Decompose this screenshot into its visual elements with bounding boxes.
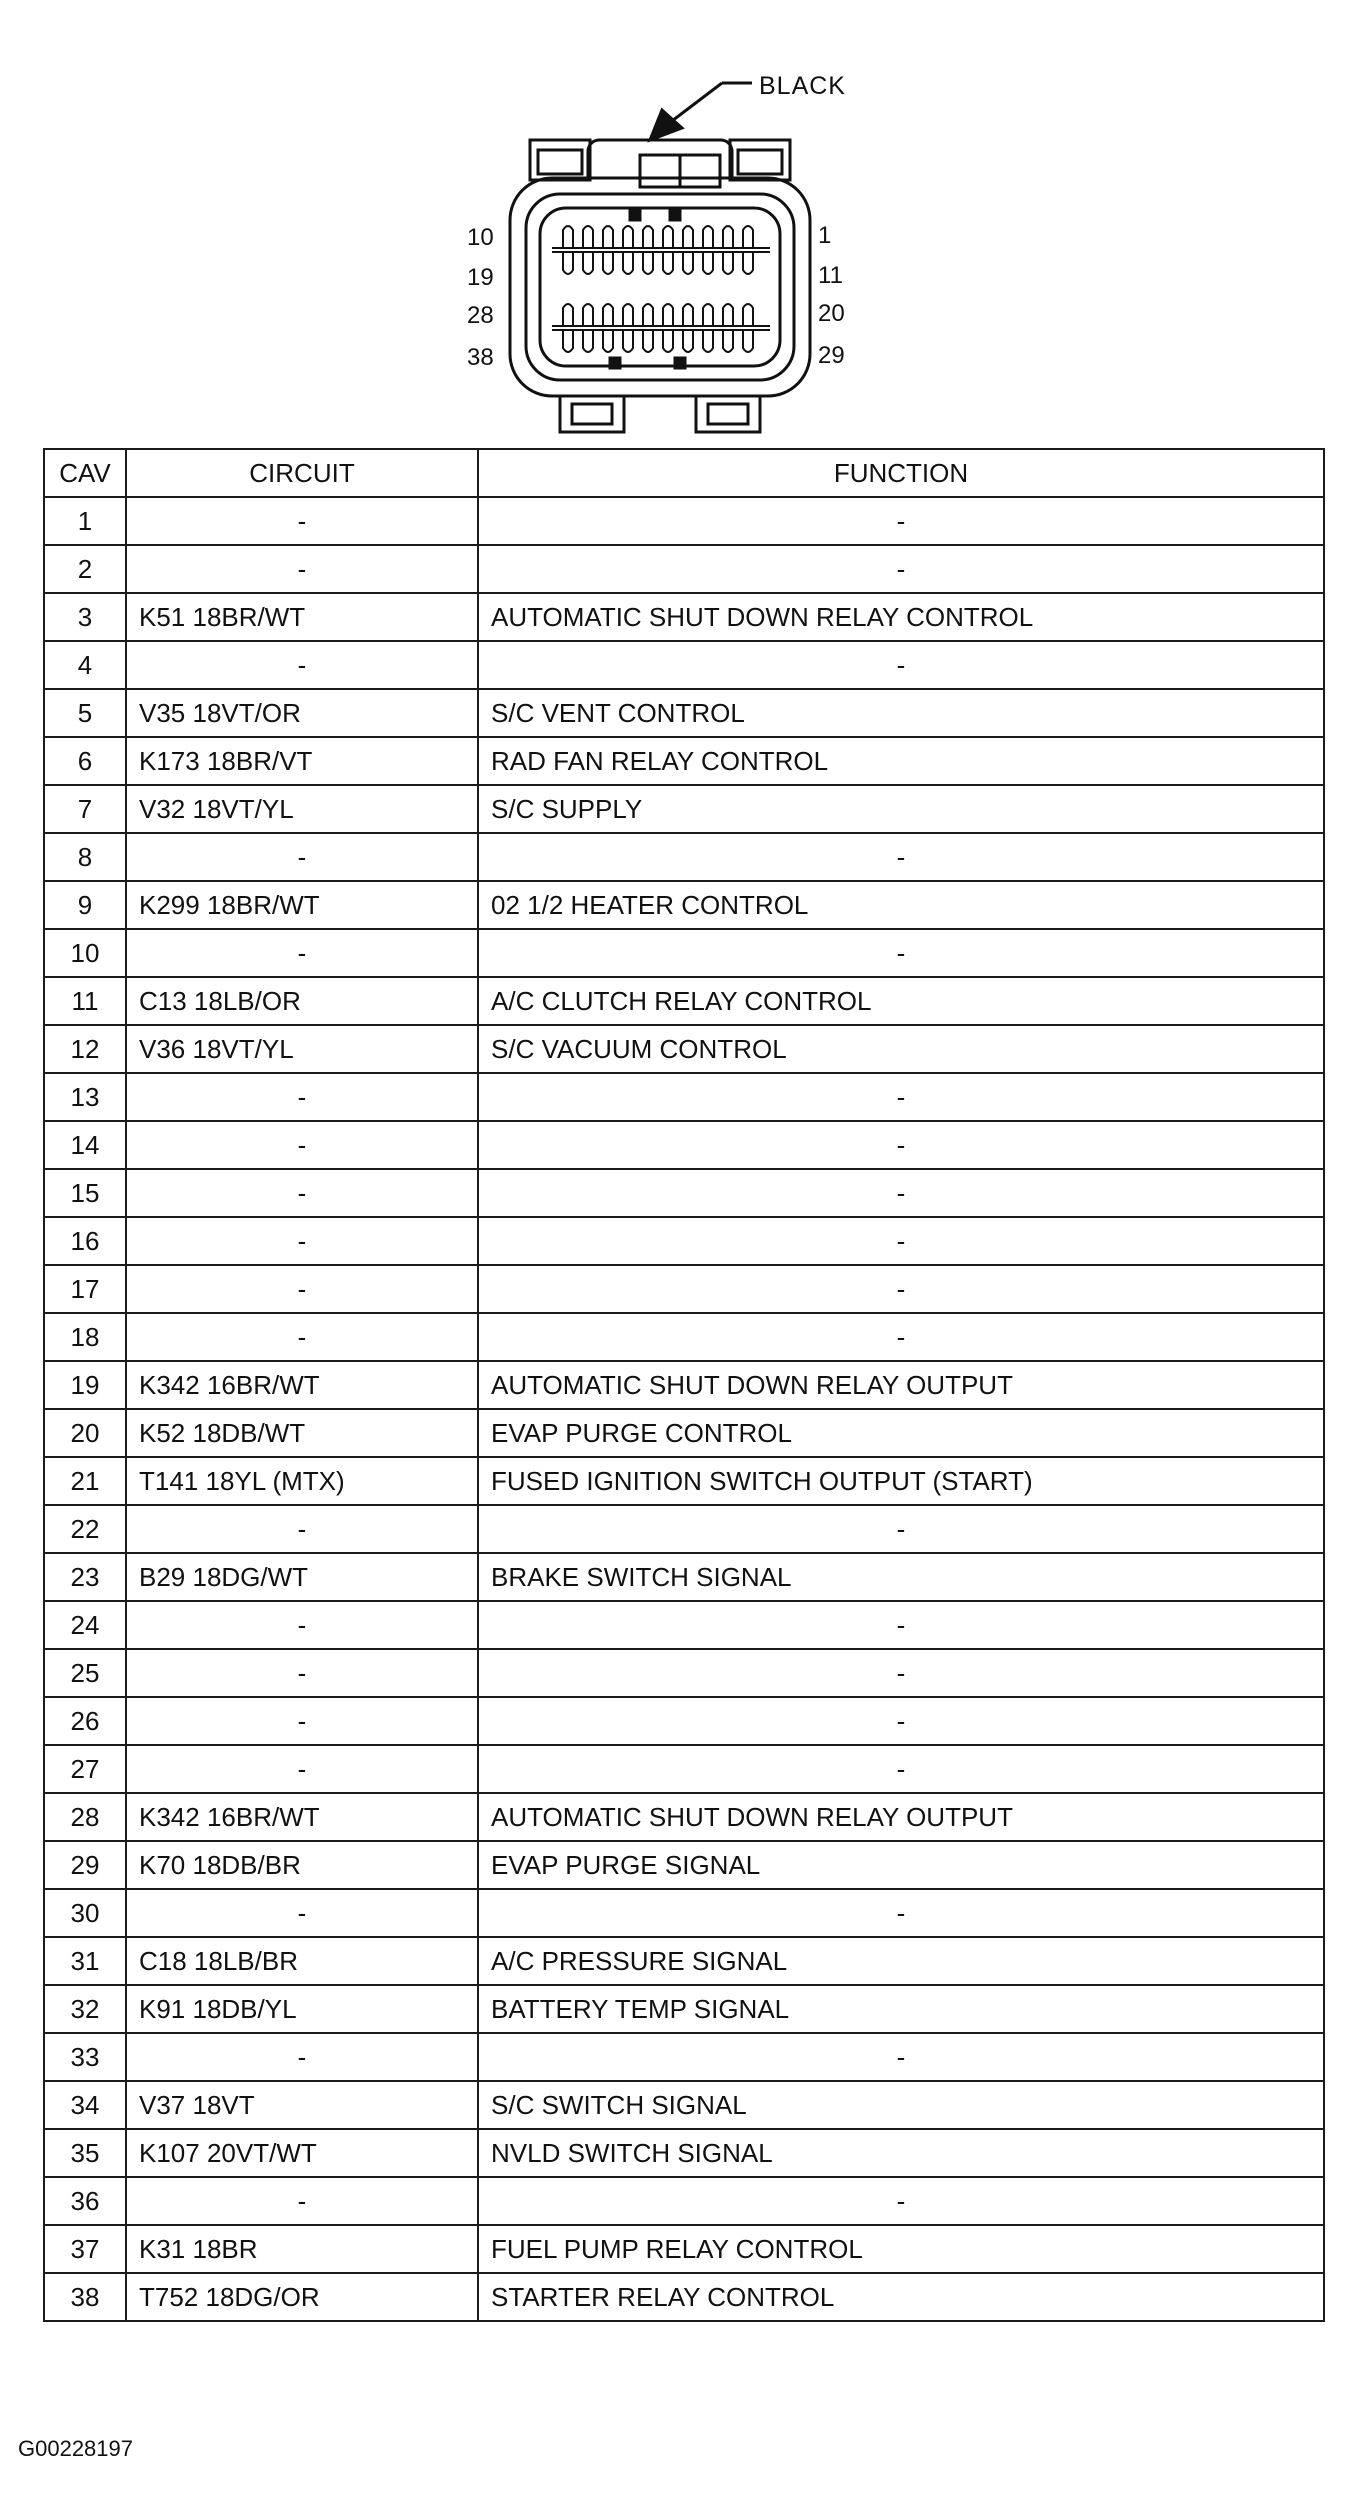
pin-cavity bbox=[703, 226, 713, 248]
cell-function: EVAP PURGE CONTROL bbox=[478, 1409, 1324, 1457]
pin-label-left-2: 19 bbox=[467, 264, 494, 291]
table-row bbox=[44, 1217, 1324, 1265]
cell-cav: 2 bbox=[44, 545, 126, 593]
cell-cav: 18 bbox=[44, 1313, 126, 1361]
cell-cav: 3 bbox=[44, 593, 126, 641]
table-row bbox=[44, 1313, 1324, 1361]
bottom-latch bbox=[560, 396, 760, 432]
cell-function: - bbox=[478, 929, 1324, 977]
pin-cavity bbox=[723, 226, 733, 248]
pin-cavity bbox=[743, 304, 753, 326]
cell-cav: 35 bbox=[44, 2129, 126, 2177]
cell-circuit: - bbox=[126, 1073, 478, 1121]
table-row bbox=[44, 785, 1324, 833]
cell-function: - bbox=[478, 1265, 1324, 1313]
pin-label-left-4: 38 bbox=[467, 344, 494, 371]
cell-cav: 5 bbox=[44, 689, 126, 737]
cell-circuit: K70 18DB/BR bbox=[126, 1841, 478, 1889]
cell-cav: 16 bbox=[44, 1217, 126, 1265]
cell-circuit: - bbox=[126, 545, 478, 593]
cell-cav: 11 bbox=[44, 977, 126, 1025]
table-row bbox=[44, 593, 1324, 641]
color-callout-arrow bbox=[650, 83, 752, 140]
table-row bbox=[44, 1457, 1324, 1505]
pin-cavity bbox=[583, 304, 593, 326]
table-header-row bbox=[44, 449, 1324, 497]
table-row bbox=[44, 1553, 1324, 1601]
table-row bbox=[44, 2129, 1324, 2177]
cell-cav: 22 bbox=[44, 1505, 126, 1553]
cell-cav: 29 bbox=[44, 1841, 126, 1889]
pin-cavity bbox=[603, 226, 613, 248]
connector-face-diagram bbox=[0, 0, 1357, 440]
cell-function: S/C SUPPLY bbox=[478, 785, 1324, 833]
pin-cavity bbox=[563, 304, 573, 326]
pin-cavity bbox=[643, 304, 653, 326]
table-row bbox=[44, 2177, 1324, 2225]
cell-cav: 23 bbox=[44, 1553, 126, 1601]
cell-circuit: K342 16BR/WT bbox=[126, 1361, 478, 1409]
cell-circuit: K51 18BR/WT bbox=[126, 593, 478, 641]
cell-function: - bbox=[478, 545, 1324, 593]
cell-function: AUTOMATIC SHUT DOWN RELAY OUTPUT bbox=[478, 1793, 1324, 1841]
cell-cav: 34 bbox=[44, 2081, 126, 2129]
table-row bbox=[44, 1601, 1324, 1649]
table-row bbox=[44, 1025, 1324, 1073]
table-row bbox=[44, 2225, 1324, 2273]
table-row bbox=[44, 929, 1324, 977]
pin-cavities bbox=[552, 226, 770, 352]
pin-cavity bbox=[583, 330, 593, 352]
cell-function: NVLD SWITCH SIGNAL bbox=[478, 2129, 1324, 2177]
cell-cav: 19 bbox=[44, 1361, 126, 1409]
pin-cavity bbox=[723, 304, 733, 326]
cell-circuit: - bbox=[126, 1217, 478, 1265]
cell-cav: 13 bbox=[44, 1073, 126, 1121]
cell-function: - bbox=[478, 1889, 1324, 1937]
cell-function: A/C CLUTCH RELAY CONTROL bbox=[478, 977, 1324, 1025]
cell-circuit: V37 18VT bbox=[126, 2081, 478, 2129]
cell-cav: 24 bbox=[44, 1601, 126, 1649]
table-row bbox=[44, 1841, 1324, 1889]
pin-cavity bbox=[663, 330, 673, 352]
table-row bbox=[44, 1697, 1324, 1745]
pin-cavity bbox=[603, 304, 613, 326]
pin-cavity bbox=[623, 226, 633, 248]
cell-circuit: K31 18BR bbox=[126, 2225, 478, 2273]
table-row bbox=[44, 1073, 1324, 1121]
pin-cavity bbox=[743, 252, 753, 274]
cell-cav: 14 bbox=[44, 1121, 126, 1169]
cell-function: FUSED IGNITION SWITCH OUTPUT (START) bbox=[478, 1457, 1324, 1505]
table-row bbox=[44, 689, 1324, 737]
table-row bbox=[44, 1985, 1324, 2033]
pin-cavity bbox=[663, 226, 673, 248]
cell-cav: 25 bbox=[44, 1649, 126, 1697]
pin-cavity bbox=[683, 330, 693, 352]
table-row bbox=[44, 2081, 1324, 2129]
pin-cavity bbox=[563, 252, 573, 274]
cell-cav: 20 bbox=[44, 1409, 126, 1457]
cell-circuit: - bbox=[126, 1649, 478, 1697]
pin-cavity bbox=[583, 226, 593, 248]
pin-cavity bbox=[563, 330, 573, 352]
cell-function: - bbox=[478, 1073, 1324, 1121]
cell-function: STARTER RELAY CONTROL bbox=[478, 2273, 1324, 2321]
cell-cav: 38 bbox=[44, 2273, 126, 2321]
cell-circuit: C13 18LB/OR bbox=[126, 977, 478, 1025]
cell-function: - bbox=[478, 641, 1324, 689]
pin-cavity bbox=[643, 226, 653, 248]
table-row bbox=[44, 1361, 1324, 1409]
cell-cav: 12 bbox=[44, 1025, 126, 1073]
pin-label-right-2: 11 bbox=[818, 262, 843, 289]
column-header-cav: CAV bbox=[44, 449, 126, 497]
cell-function: EVAP PURGE SIGNAL bbox=[478, 1841, 1324, 1889]
cell-function: - bbox=[478, 833, 1324, 881]
table-row bbox=[44, 1937, 1324, 1985]
pin-cavity bbox=[583, 252, 593, 274]
cell-function: - bbox=[478, 497, 1324, 545]
cell-cav: 9 bbox=[44, 881, 126, 929]
pin-cavity bbox=[703, 330, 713, 352]
cell-circuit: V32 18VT/YL bbox=[126, 785, 478, 833]
pin-cavity bbox=[723, 330, 733, 352]
pinout-table-body bbox=[44, 497, 1324, 2321]
cell-circuit: K342 16BR/WT bbox=[126, 1793, 478, 1841]
cell-function: - bbox=[478, 1217, 1324, 1265]
cell-function: - bbox=[478, 1697, 1324, 1745]
cell-circuit: T752 18DG/OR bbox=[126, 2273, 478, 2321]
cell-function: - bbox=[478, 1169, 1324, 1217]
pin-label-right-1: 1 bbox=[818, 222, 832, 249]
cell-circuit: C18 18LB/BR bbox=[126, 1937, 478, 1985]
cell-circuit: - bbox=[126, 929, 478, 977]
cell-circuit: B29 18DG/WT bbox=[126, 1553, 478, 1601]
pin-cavity bbox=[683, 252, 693, 274]
pin-cavity bbox=[643, 330, 653, 352]
cell-circuit: K107 20VT/WT bbox=[126, 2129, 478, 2177]
table-row bbox=[44, 1889, 1324, 1937]
cell-function: BRAKE SWITCH SIGNAL bbox=[478, 1553, 1324, 1601]
cell-function: 02 1/2 HEATER CONTROL bbox=[478, 881, 1324, 929]
pin-cavity bbox=[703, 304, 713, 326]
cell-circuit: - bbox=[126, 833, 478, 881]
pin-cavity bbox=[663, 304, 673, 326]
cell-circuit: K299 18BR/WT bbox=[126, 881, 478, 929]
table-row bbox=[44, 2273, 1324, 2321]
cell-cav: 26 bbox=[44, 1697, 126, 1745]
cell-circuit: - bbox=[126, 1697, 478, 1745]
column-header-function: FUNCTION bbox=[478, 449, 1324, 497]
table-row bbox=[44, 1169, 1324, 1217]
table-row bbox=[44, 881, 1324, 929]
table-row bbox=[44, 1121, 1324, 1169]
cell-circuit: K91 18DB/YL bbox=[126, 1985, 478, 2033]
cell-circuit: K52 18DB/WT bbox=[126, 1409, 478, 1457]
cell-cav: 37 bbox=[44, 2225, 126, 2273]
table-row bbox=[44, 1793, 1324, 1841]
table-row bbox=[44, 641, 1324, 689]
cell-circuit: - bbox=[126, 1745, 478, 1793]
cell-function: - bbox=[478, 2177, 1324, 2225]
cell-function: RAD FAN RELAY CONTROL bbox=[478, 737, 1324, 785]
cell-cav: 6 bbox=[44, 737, 126, 785]
pin-cavity bbox=[683, 304, 693, 326]
cell-circuit: - bbox=[126, 1121, 478, 1169]
cell-cav: 7 bbox=[44, 785, 126, 833]
table-row bbox=[44, 1409, 1324, 1457]
table-row bbox=[44, 833, 1324, 881]
cell-function: - bbox=[478, 1121, 1324, 1169]
cell-cav: 32 bbox=[44, 1985, 126, 2033]
cell-cav: 33 bbox=[44, 2033, 126, 2081]
figure-id: G00228197 bbox=[18, 2436, 133, 2461]
cell-function: - bbox=[478, 2033, 1324, 2081]
cell-circuit: - bbox=[126, 1313, 478, 1361]
cell-cav: 1 bbox=[44, 497, 126, 545]
pin-cavity bbox=[723, 252, 733, 274]
column-header-circuit: CIRCUIT bbox=[126, 449, 478, 497]
top-latch bbox=[530, 140, 790, 187]
cell-function: - bbox=[478, 1649, 1324, 1697]
cell-function: - bbox=[478, 1313, 1324, 1361]
table-row bbox=[44, 545, 1324, 593]
pin-cavity bbox=[623, 304, 633, 326]
table-row bbox=[44, 977, 1324, 1025]
cell-cav: 31 bbox=[44, 1937, 126, 1985]
pin-cavity bbox=[743, 330, 753, 352]
table-row bbox=[44, 2033, 1324, 2081]
cell-cav: 10 bbox=[44, 929, 126, 977]
cell-function: S/C VACUUM CONTROL bbox=[478, 1025, 1324, 1073]
cell-cav: 17 bbox=[44, 1265, 126, 1313]
cell-function: AUTOMATIC SHUT DOWN RELAY CONTROL bbox=[478, 593, 1324, 641]
pin-cavity bbox=[743, 226, 753, 248]
cell-circuit: - bbox=[126, 1889, 478, 1937]
cell-circuit: V36 18VT/YL bbox=[126, 1025, 478, 1073]
cell-circuit: - bbox=[126, 2177, 478, 2225]
cell-function: - bbox=[478, 1505, 1324, 1553]
pin-cavity bbox=[623, 330, 633, 352]
cell-circuit: - bbox=[126, 1601, 478, 1649]
cell-function: - bbox=[478, 1745, 1324, 1793]
cell-circuit: - bbox=[126, 1169, 478, 1217]
cell-cav: 4 bbox=[44, 641, 126, 689]
cell-circuit: - bbox=[126, 2033, 478, 2081]
cell-function: S/C VENT CONTROL bbox=[478, 689, 1324, 737]
cell-function: BATTERY TEMP SIGNAL bbox=[478, 1985, 1324, 2033]
connector-color-label: BLACK bbox=[759, 72, 846, 100]
pin-label-left-3: 28 bbox=[467, 302, 494, 329]
pin-cavity bbox=[603, 330, 613, 352]
cell-function: - bbox=[478, 1601, 1324, 1649]
cell-circuit: T141 18YL (MTX) bbox=[126, 1457, 478, 1505]
cell-function: FUEL PUMP RELAY CONTROL bbox=[478, 2225, 1324, 2273]
pin-cavity bbox=[623, 252, 633, 274]
cell-function: AUTOMATIC SHUT DOWN RELAY OUTPUT bbox=[478, 1361, 1324, 1409]
table-row bbox=[44, 737, 1324, 785]
cell-cav: 28 bbox=[44, 1793, 126, 1841]
table-row bbox=[44, 1649, 1324, 1697]
pinout-table bbox=[43, 448, 1325, 2322]
table-row bbox=[44, 1505, 1324, 1553]
cell-circuit: - bbox=[126, 1265, 478, 1313]
cell-function: S/C SWITCH SIGNAL bbox=[478, 2081, 1324, 2129]
cell-function: A/C PRESSURE SIGNAL bbox=[478, 1937, 1324, 1985]
cell-circuit: - bbox=[126, 1505, 478, 1553]
pin-label-right-3: 20 bbox=[818, 300, 845, 327]
pin-label-right-4: 29 bbox=[818, 342, 845, 369]
pin-cavity bbox=[643, 252, 653, 274]
cell-cav: 21 bbox=[44, 1457, 126, 1505]
cell-cav: 8 bbox=[44, 833, 126, 881]
cell-circuit: K173 18BR/VT bbox=[126, 737, 478, 785]
pin-label-left-1: 10 bbox=[467, 224, 494, 251]
pin-cavity bbox=[683, 226, 693, 248]
pin-cavity bbox=[563, 226, 573, 248]
cell-circuit: - bbox=[126, 641, 478, 689]
pin-cavity bbox=[603, 252, 613, 274]
cell-circuit: - bbox=[126, 497, 478, 545]
pin-cavity bbox=[703, 252, 713, 274]
cell-cav: 15 bbox=[44, 1169, 126, 1217]
table-row bbox=[44, 497, 1324, 545]
cell-circuit: V35 18VT/OR bbox=[126, 689, 478, 737]
cell-cav: 27 bbox=[44, 1745, 126, 1793]
pin-cavity bbox=[663, 252, 673, 274]
table-row bbox=[44, 1745, 1324, 1793]
table-row bbox=[44, 1265, 1324, 1313]
cell-cav: 30 bbox=[44, 1889, 126, 1937]
cell-cav: 36 bbox=[44, 2177, 126, 2225]
